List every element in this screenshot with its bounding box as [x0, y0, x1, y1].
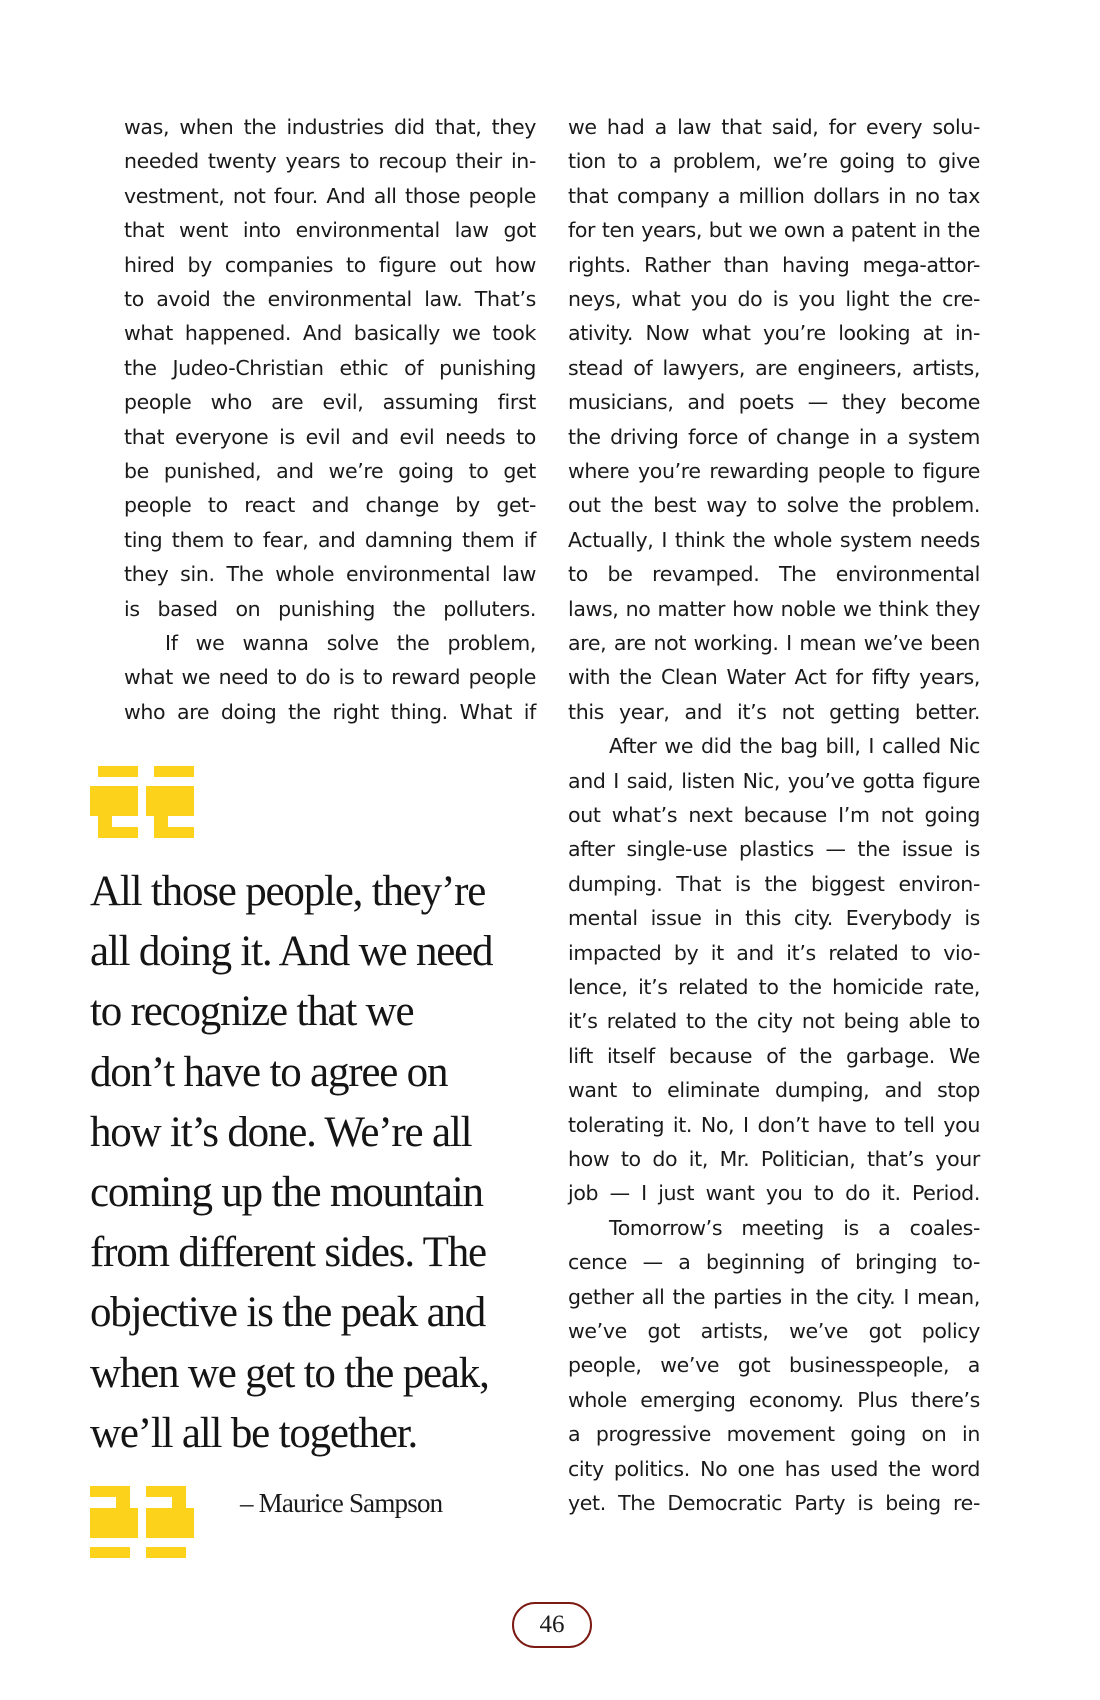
- body-text-line: we’ve got artists, we’ve got policy: [568, 1319, 980, 1343]
- pull-quote-line: objective is the peak and: [90, 1289, 486, 1337]
- body-text-line: that went into environmental law got: [124, 218, 536, 243]
- body-text-line: who are doing the right thing. What if: [124, 699, 536, 724]
- body-text-line: the driving force of change in a system: [568, 424, 980, 449]
- quote-attribution: – Maurice Sampson: [240, 1488, 443, 1518]
- body-text-line: needed twenty years to recoup their in-: [124, 149, 536, 174]
- pull-quote: [90, 862, 530, 1464]
- body-text-line: stead of lawyers, are engineers, artists,: [568, 355, 980, 380]
- body-text-line: tion to a problem, we’re going to give: [568, 149, 980, 174]
- body-text-line: that everyone is evil and evil needs to: [124, 424, 536, 449]
- body-text-line: musicians, and poets — they become: [568, 390, 980, 415]
- body-text-line: cence — a beginning of bringing to-: [568, 1250, 980, 1275]
- body-text-line: the Judeo-Christian ethic of punishing: [124, 355, 536, 380]
- body-text-line: it’s related to the city not being able to: [568, 1009, 980, 1034]
- body-text-line: be punished, and we’re going to get: [124, 459, 536, 483]
- body-text-line: this year, and it’s not getting better.: [568, 699, 980, 724]
- body-text-line: out the best way to solve the problem.: [568, 493, 980, 518]
- body-text-line: people to react and change by get-: [124, 493, 536, 518]
- body-text-line: whole emerging economy. Plus there’s: [568, 1387, 980, 1412]
- body-text-line: was, when the industries did that, they: [124, 115, 536, 139]
- body-text-line: we had a law that said, for every solu-: [568, 115, 980, 139]
- body-text-line: city politics. No one has used the word: [568, 1456, 980, 1481]
- body-text-line: are, are not working. I mean we’ve been: [568, 631, 980, 655]
- body-text-line: where you’re rewarding people to figure: [568, 459, 980, 483]
- pull-quote-line: when we get to the peak,: [90, 1349, 489, 1397]
- body-text-line: that company a million dollars in no tax: [568, 183, 980, 208]
- page-number: 46: [512, 1602, 592, 1648]
- body-text-line: out what’s next because I’m not going: [568, 803, 980, 827]
- body-text-line: people who are evil, assuming first: [124, 390, 536, 415]
- body-text-line: want to eliminate dumping, and stop: [568, 1078, 980, 1103]
- body-text-line: what happened. And basically we took: [124, 321, 536, 346]
- body-text-line: lift itself because of the garbage. We: [568, 1043, 980, 1068]
- body-text-line: mental issue in this city. Everybody is: [568, 906, 980, 931]
- body-text-line: with the Clean Water Act for fifty years,: [568, 665, 980, 690]
- close-quote-icon: [90, 1486, 202, 1558]
- pull-quote-line: don’t have to agree on: [90, 1048, 448, 1096]
- body-text-line: tolerating it. No, I don’t have to tell you: [568, 1112, 980, 1137]
- body-text-line: After we did the bag bill, I called Nic: [609, 734, 980, 759]
- body-text-line: how to do it, Mr. Politician, that’s your: [568, 1147, 980, 1171]
- body-text-line: impacted by it and it’s related to vio-: [568, 940, 980, 965]
- body-text-line: is based on punishing the polluters.: [124, 596, 536, 621]
- body-text-line: and I said, listen Nic, you’ve gotta figure: [568, 768, 980, 793]
- body-text-line: If we wanna solve the problem,: [165, 631, 536, 655]
- body-text-line: gether all the parties in the city. I mean,: [568, 1284, 980, 1309]
- body-text-line: ting them to fear, and damning them if: [124, 527, 536, 552]
- pull-quote-line: how it’s done. We’re all: [90, 1108, 472, 1156]
- body-text-line: after single-use plastics — the issue is: [568, 837, 980, 862]
- body-text-line: neys, what you do is you light the cre-: [568, 287, 980, 311]
- body-text-line: ativity. Now what you’re looking at in-: [568, 321, 980, 346]
- body-text-line: dumping. That is the biggest environ-: [568, 871, 980, 896]
- body-text-line: yet. The Democratic Party is being re-: [568, 1491, 980, 1515]
- pull-quote-line: to recognize that we: [90, 988, 414, 1036]
- body-text-line: laws, no matter how noble we think they: [568, 596, 980, 621]
- pull-quote-line: all doing it. And we need: [90, 928, 493, 976]
- pull-quote-line: from different sides. The: [90, 1229, 486, 1277]
- body-text-line: Tomorrow’s meeting is a coales-: [609, 1215, 980, 1240]
- body-text-line: to be revamped. The environmental: [568, 562, 980, 587]
- body-text-line: for ten years, but we own a patent in the: [568, 218, 980, 243]
- body-text-line: rights. Rather than having mega-attor-: [568, 252, 980, 277]
- open-quote-icon: [90, 766, 202, 838]
- body-text-line: a progressive movement going on in: [568, 1422, 980, 1447]
- body-text-line: job — I just want you to do it. Period.: [568, 1181, 980, 1206]
- body-text-line: Actually, I think the whole system needs: [568, 527, 980, 552]
- body-text-line: vestment, not four. And all those people: [124, 183, 536, 208]
- body-text-line: lence, it’s related to the homicide rate,: [568, 975, 980, 999]
- body-text-line: people, we’ve got businesspeople, a: [568, 1353, 980, 1378]
- pull-quote-line: All those people, they’re: [90, 868, 486, 915]
- body-text-line: hired by companies to figure out how: [124, 252, 536, 277]
- body-text-line: they sin. The whole environmental law: [124, 562, 536, 587]
- pull-quote-line: we’ll all be together.: [90, 1409, 418, 1457]
- pull-quote-line: coming up the mountain: [90, 1168, 483, 1216]
- body-text-line: to avoid the environmental law. That’s: [124, 287, 536, 311]
- body-text-line: what we need to do is to reward people: [124, 665, 536, 690]
